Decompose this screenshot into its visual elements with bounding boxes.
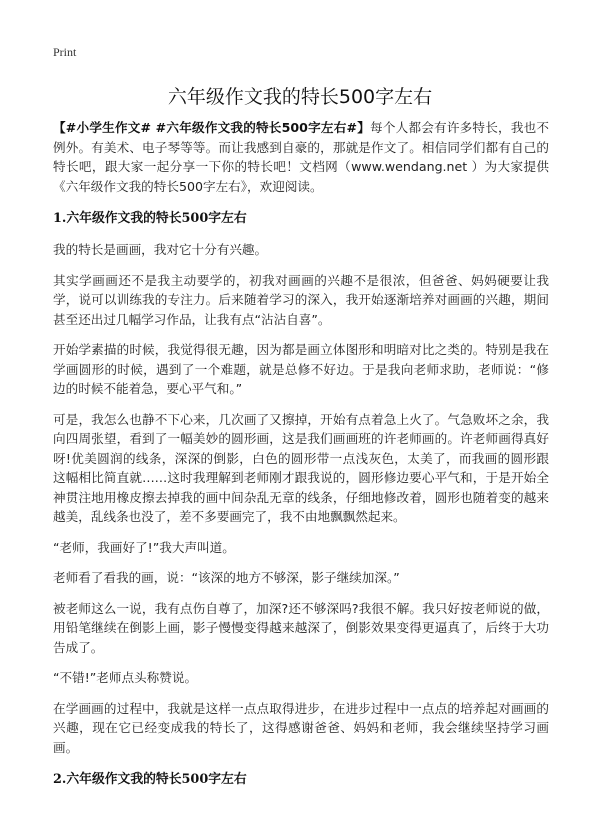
paragraph: 可是，我怎么也静不下心来，几次画了又擦掉，开始有点着急上火了。气急败坏之余，我向四周张望，看到了一幅美妙的圆形画，这是我们画画班的许老师画的。许老师画得真好呀!优美圆润的线条，深深的倒影，白色的圆形带一点浅灰色，太美了，而我画的圆形跟这幅相比简直就……这时我理解到老师刚才跟我说的，圆形修边要心平气和，于是开始全神贯注地用橡皮擦去掉我的画中间杂乱无章的线条，仔细地修改着，圆形也随着变的越来越美，乱线条也没了，差不多要画完了，我不由地飘飘然起来。 <box>53 411 549 524</box>
section-heading-1: 1.六年级作文我的特长500字左右 <box>53 211 247 226</box>
intro-paragraph <box>53 118 549 196</box>
paragraph: 被老师这么一说，我有点伤自尊了，加深?还不够深吗?我很不解。我只好按老师说的做，用铅笔继续在倒影上画，影子慢慢变得越来越深了，倒影效果变得更逼真了，后终于大功告成了。 <box>53 600 549 655</box>
intro-text: 每个人都会有许多特长，我也不例外。有美术、电子琴等等。而让我感到自豪的，那就是作文了。相信同学们都有自己的特长吧，跟大家一起分享一下你的特长吧！文档网（www.wendang.net ）为大家提供《六年级作文我的特长500字左右》，欢迎阅读。 <box>53 120 549 194</box>
page-title: 六年级作文我的特长500字左右 <box>167 86 433 108</box>
paragraph: “不错!”老师点头称赞说。 <box>53 670 198 685</box>
paragraph: 开始学素描的时候，我觉得很无趣，因为都是画立体图形和明暗对比之类的。特别是我在学画圆形的时候，遇到了一个难题，就是总修不好边。于是我向老师求助，老师说：“修边的时候不能着急，要心平气和。” <box>53 342 549 396</box>
paragraph: 老师看了看我的画，说：“该深的地方不够深，影子继续加深。” <box>53 570 400 585</box>
paragraph: “老师，我画好了!”我大声叫道。 <box>53 539 235 555</box>
article-body <box>53 118 549 790</box>
print-link[interactable]: Print <box>53 45 77 59</box>
paragraph: 其实学画画还不是我主动要学的，初我对画画的兴趣不是很浓，但爸爸、妈妈硬要让我学，说可以训练我的专注力。后来随着学习的深入，我开始逐渐培养对画画的兴趣，期间甚至还出过几幅学习作品，让我有点“沾沾自喜”。 <box>53 272 549 327</box>
tag-line: 【#小学生作文# #六年级作文我的特长500字左右#】 <box>53 120 371 135</box>
section-heading-2: 2.六年级作文我的特长500字左右 <box>53 772 247 787</box>
paragraph: 在学画画的过程中，我就是这样一点点取得进步，在进步过程中一点点的培养起对画画的兴趣，现在它已经变成我的特长了，这得感谢爸爸、妈妈和老师，我会继续坚持学习画画。 <box>53 700 549 755</box>
paragraph: 我的特长是画画，我对它十分有兴趣。 <box>53 242 268 257</box>
